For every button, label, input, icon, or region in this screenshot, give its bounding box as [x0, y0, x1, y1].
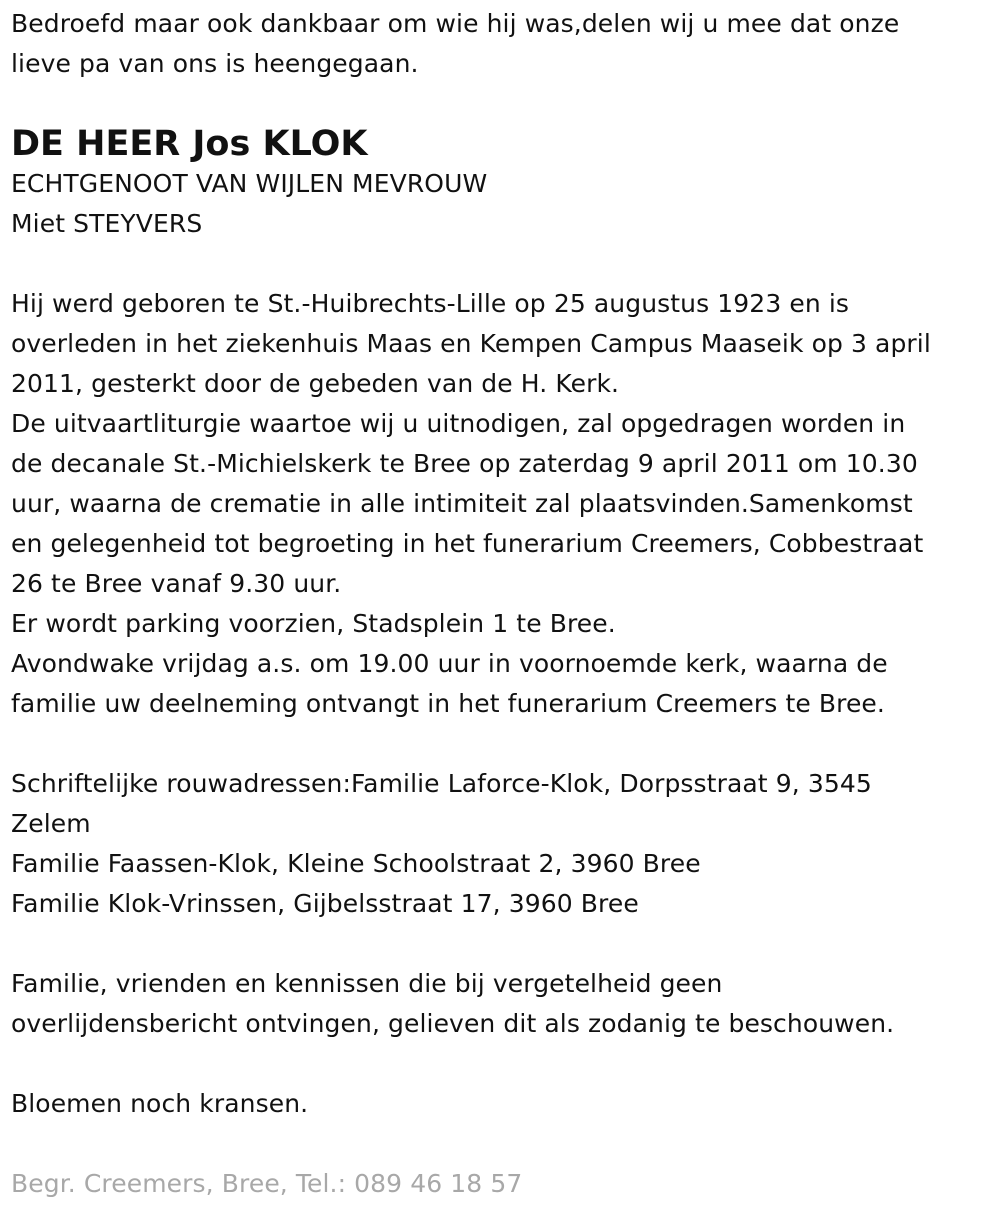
details-line: De uitvaartliturgie waartoe wij u uitnodigen, zal opgedragen worden in: [11, 409, 906, 438]
spouse-line: Miet STEYVERS: [11, 209, 203, 238]
address-line: Familie Klok-Vrinssen, Gijbelsstraat 17, 3960 Bree: [11, 889, 639, 918]
details-line: Hij werd geboren te St.-Huibrechts-Lille op 25 augustus 1923 en is: [11, 289, 850, 318]
address-line: Schriftelijke rouwadressen:Familie Laforce-Klok, Dorpsstraat 9, 3545: [11, 769, 872, 798]
details-line: en gelegenheid tot begroeting in het funerarium Creemers, Cobbestraat: [11, 529, 924, 558]
details-line: uur, waarna de crematie in alle intimiteit zal plaatsvinden.Samenkomst: [11, 489, 913, 518]
intro-line: lieve pa van ons is heengegaan.: [11, 49, 419, 78]
deceased-name: DE HEER Jos KLOK: [11, 124, 368, 164]
details-line: 2011, gesterkt door de gebeden van de H. Kerk.: [11, 369, 620, 398]
notice-line: overlijdensbericht ontvingen, gelieven dit als zodanig te beschouwen.: [11, 1009, 895, 1038]
notice-line: Familie, vrienden en kennissen die bij vergetelheid geen: [11, 969, 723, 998]
details-line: Avondwake vrijdag a.s. om 19.00 uur in voornoemde kerk, waarna de: [11, 649, 888, 678]
details-line: overleden in het ziekenhuis Maas en Kempen Campus Maaseik op 3 april: [11, 329, 931, 358]
details-line: 26 te Bree vanaf 9.30 uur.: [11, 569, 342, 598]
details-line: familie uw deelneming ontvangt in het funerarium Creemers te Bree.: [11, 689, 885, 718]
spouse-block: [11, 164, 991, 244]
address-line: Familie Faassen-Klok, Kleine Schoolstraat 2, 3960 Bree: [11, 849, 701, 878]
details-line: Er wordt parking voorzien, Stadsplein 1 te Bree.: [11, 609, 616, 638]
intro-paragraph: [11, 4, 991, 84]
flowers-note: Bloemen noch kransen.: [11, 1089, 309, 1118]
funeral-home-footer: Begr. Creemers, Bree, Tel.: 089 46 18 57: [11, 1169, 523, 1198]
details-paragraph: [11, 284, 991, 724]
address-line: Zelem: [11, 809, 91, 838]
spouse-line: ECHTGENOOT VAN WIJLEN MEVROUW: [11, 169, 488, 198]
obituary-notice: [11, 4, 991, 1204]
details-line: de decanale St.-Michielskerk te Bree op zaterdag 9 april 2011 om 10.30: [11, 449, 918, 478]
notice-paragraph: [11, 964, 991, 1044]
intro-line: Bedroefd maar ook dankbaar om wie hij was,delen wij u mee dat onze: [11, 9, 900, 38]
addresses-block: [11, 764, 991, 924]
